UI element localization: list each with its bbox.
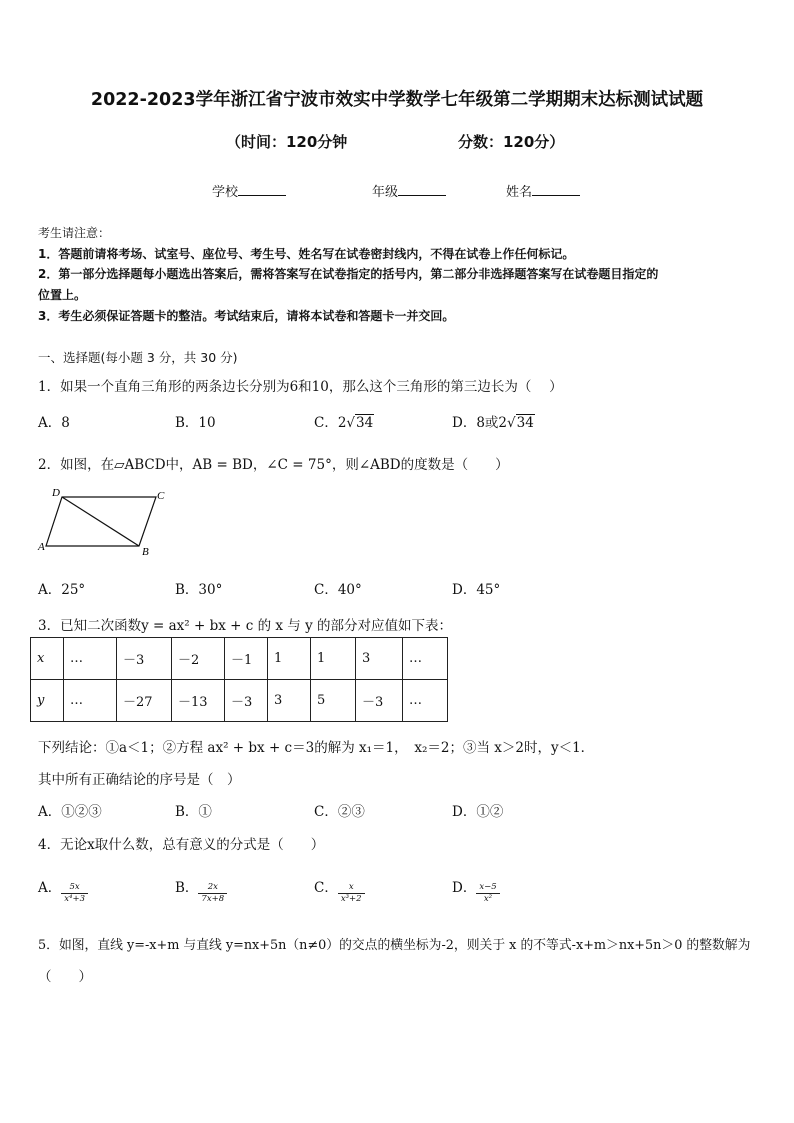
notice-heading: 考生请注意： — [38, 226, 111, 240]
q4-option-d-label: D． — [452, 880, 477, 896]
denominator: 7x+8 — [201, 894, 225, 904]
section-heading: 一、选择题(每小题 3 分，共 30 分) — [38, 350, 238, 365]
q3-option-b[interactable]: B．① — [175, 804, 212, 820]
table-cell: … — [64, 680, 117, 722]
notice-item: 3．考生必须保证答题卡的整洁。考试结束后，请将本试卷和答题卡一并交回。 — [38, 309, 455, 323]
q4-option-c-label: C． — [314, 880, 338, 896]
q4-a-fraction — [61, 882, 88, 905]
table-cell: 3 — [356, 638, 403, 680]
table-cell: 5 — [311, 680, 356, 722]
q3-option-a[interactable]: A．①②③ — [38, 804, 102, 820]
q1-option-b[interactable]: B．10 — [175, 415, 216, 431]
q3-option-c[interactable]: C．②③ — [314, 804, 365, 820]
parallelogram-figure — [36, 485, 176, 557]
q4-option-a[interactable] — [38, 872, 88, 905]
name-blank[interactable] — [532, 183, 580, 196]
table-cell: －2 — [172, 638, 225, 680]
table-cell: … — [403, 638, 448, 680]
table-cell: －3 — [225, 680, 268, 722]
diagonal-bd — [62, 497, 139, 546]
q1-option-c[interactable]: C．2√34 — [314, 415, 374, 431]
q2-option-b[interactable]: B．30° — [175, 582, 223, 598]
q5-answer-bracket: （ ） — [38, 969, 92, 985]
q1-option-c-radicand: 34 — [356, 415, 374, 431]
q4-option-a-label: A． — [38, 880, 62, 896]
denominator: x³+2 — [340, 894, 362, 904]
vertex-c-label: C — [157, 490, 165, 502]
grade-label: 年级 — [372, 185, 399, 200]
q4-option-c[interactable] — [314, 872, 365, 905]
table-cell: －27 — [117, 680, 172, 722]
table-cell: －3 — [356, 680, 403, 722]
grade-field[interactable] — [372, 181, 446, 200]
q3-option-d[interactable]: D．①② — [452, 804, 504, 820]
q2-option-a[interactable]: A．25° — [38, 582, 86, 598]
name-label: 姓名 — [506, 185, 533, 200]
numerator: 5x — [61, 882, 88, 894]
q1-option-c-label: C．2 — [314, 415, 347, 431]
page-title: 2022-2023学年浙江省宁波市效实中学数学七年级第二学期期末达标测试试题 — [90, 90, 704, 110]
name-field[interactable] — [506, 181, 580, 200]
q3-ask: 其中所有正确结论的序号是（ ） — [38, 772, 241, 788]
q4-option-b-label: B． — [175, 880, 199, 896]
q4-d-fraction — [476, 882, 499, 905]
vertex-b-label: B — [142, 546, 149, 557]
table-row — [31, 638, 448, 680]
exam-time: （时间：120分钟 — [226, 133, 348, 151]
question-2: 2．如图，在▱ABCD中，AB = BD，∠C = 75°，则∠ABD的度数是（ ） — [38, 457, 509, 473]
q2-option-c[interactable]: C．40° — [314, 582, 362, 598]
question-4: 4．无论x取什么数，总有意义的分式是（ ） — [38, 837, 325, 853]
school-blank[interactable] — [238, 183, 286, 196]
table-cell: 1 — [311, 638, 356, 680]
question-5: 5．如图，直线 y=-x+m 与直线 y=nx+5n（n≠0）的交点的横坐标为-2，则关于 x 的不等式-x+m＞nx+5n＞0 的整数解为 — [38, 938, 751, 953]
numerator: x — [338, 882, 365, 894]
q4-b-fraction — [198, 882, 227, 905]
denominator: x⁴+3 — [64, 894, 85, 904]
table-cell: －3 — [117, 638, 172, 680]
q1-option-a[interactable]: A．8 — [38, 415, 70, 431]
numerator: x−5 — [476, 882, 499, 894]
denominator: x² — [483, 894, 493, 904]
notice-item: 位置上。 — [38, 288, 87, 302]
table-cell: … — [64, 638, 117, 680]
table-cell: y — [31, 680, 64, 722]
school-field[interactable] — [212, 181, 286, 200]
q4-c-fraction — [338, 882, 365, 905]
vertex-d-label: D — [52, 487, 60, 499]
grade-blank[interactable] — [398, 183, 446, 196]
question-1: 1．如果一个直角三角形的两条边长分别为6和10，那么这个三角形的第三边长为（ ） — [38, 379, 563, 395]
q1-option-d-radicand: 34 — [516, 415, 534, 431]
q4-option-b[interactable] — [175, 872, 227, 905]
table-cell: 1 — [268, 638, 311, 680]
school-label: 学校 — [212, 185, 239, 200]
q3-conclusions: 下列结论：①a＜1；②方程 ax² + bx + c＝3的解为 x₁＝1， x₂＝2；③当 x＞2时，y＜1． — [38, 740, 595, 756]
q1-option-d-label: D．8或2 — [452, 415, 508, 431]
table-row — [31, 680, 448, 722]
value-table — [30, 637, 448, 722]
notice-item: 1．答题前请将考场、试室号、座位号、考生号、姓名写在试卷密封线内，不得在试卷上作任何标记。 — [38, 247, 575, 261]
q2-option-d[interactable]: D．45° — [452, 582, 501, 598]
q1-option-d[interactable]: D．8或2√34 — [452, 415, 534, 431]
q4-option-d[interactable] — [452, 872, 500, 905]
question-3: 3．已知二次函数y = ax² + bx + c 的 x 与 y 的部分对应值如下表： — [38, 618, 452, 634]
table-cell: … — [403, 680, 448, 722]
exam-score: 分数：120分） — [458, 133, 565, 151]
notice-item: 2．第一部分选择题每小题选出答案后，需将答案写在试卷指定的括号内，第二部分非选择题答案写在试卷题目指定的 — [38, 267, 659, 281]
numerator: 2x — [198, 882, 227, 894]
table-cell: －13 — [172, 680, 225, 722]
table-cell: －1 — [225, 638, 268, 680]
table-cell: 3 — [268, 680, 311, 722]
table-cell: x — [31, 638, 64, 680]
vertex-a-label: A — [38, 541, 45, 553]
